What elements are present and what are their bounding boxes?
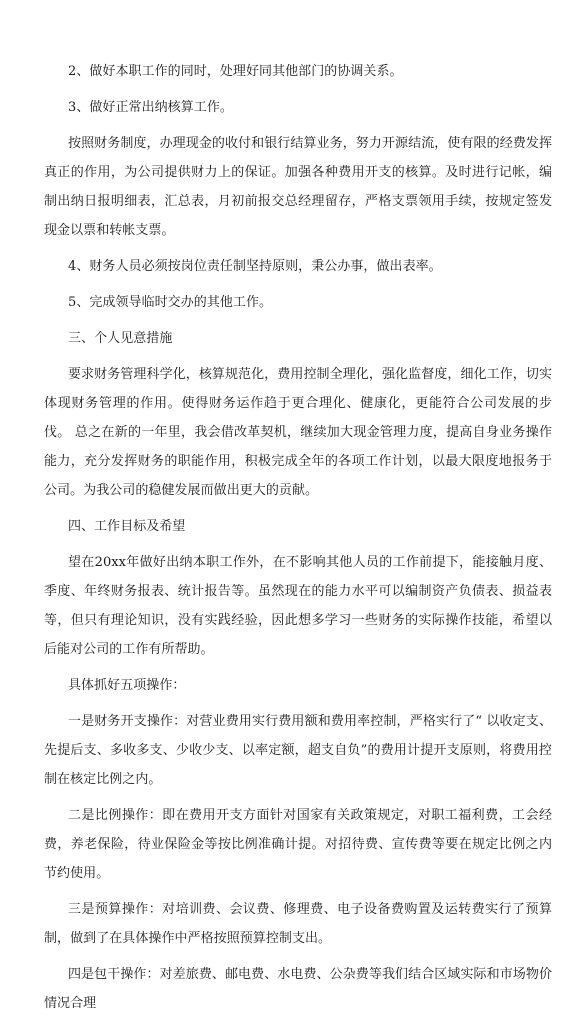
paragraph-item-3: 3、做好正常出纳核算工作。	[68, 100, 233, 115]
paragraph-management: 要求财务管理科学化，核算规范化，费用控制全理化，强化监督度，细化工作，切实体现财务管理的作用。使得财务运作趋于更合理化、健康化，更能符合公司发展的步伐。 总之在新的一年里，我会借改革契机，继续加大现金管理力度，提高自身业务操作能力，充分发挥财务的职能作用，积极完成全年的各项工作计划，以最大限度地报务于公司。为我公司的稳健发展而做出更大的贡献。	[44, 367, 552, 498]
paragraph-cashier-accounting: 按照财务制度，办理现金的收付和银行结算业务，努力开源结流，使有限的经费发挥真正的作用，为公司提供财力上的保证。加强各种费用开支的核算。及时进行记帐，编制出纳日报明细表，汇总表，月初前报交总经理留存，严格支票领用手续，按规定签发现金以票和转帐支票。	[44, 136, 552, 238]
paragraph-item-4: 4、财务人员必须按岗位责任制坚持原则，秉公办事，做出表率。	[68, 259, 442, 274]
paragraph-operation-4: 四是包干操作：对差旅费、邮电费、水电费、公杂费等我们结合区域实际和市场物价情况合理	[44, 967, 552, 1011]
paragraph-goals: 望在20xx年做好出纳本职工作外，在不影响其他人员的工作前提下，能接触月度、季度、年终财务报表、统计报告等。虽然现在的能力水平可以编制资产负债表、损益表等，但只有理论知识，没有实践经验，因此想多学习一些财务的实际操作技能，希望以后能对公司的工作有所帮助。	[44, 555, 552, 657]
paragraph-operation-2: 二是比例操作：即在费用开支方面针对国家有关政策规定，对职工福利费，工会经费，养老保险，待业保险金等按比例准确计提。对招待费、宣传费等要在规定比例之内节约使用。	[44, 808, 552, 881]
paragraph-five-operations: 具体抓好五项操作：	[68, 678, 186, 693]
paragraph-operation-1: 一是财务开支操作：对营业费用实行费用额和费用率控制，严格实行了“ 以收定支、先提后支、多收多支、少收少支、以率定额，超支自负”的费用计提开支原则，将费用控制在核定比例之内。	[44, 714, 552, 787]
section-heading-goals: 四、工作目标及希望	[68, 519, 186, 534]
document-body	[44, 57, 552, 1018]
paragraph-item-2: 2、做好本职工作的同时，处理好同其他部门的协调关系。	[68, 64, 403, 79]
paragraph-item-5: 5、完成领导临时交办的其他工作。	[68, 295, 273, 310]
paragraph-operation-3: 三是预算操作：对培训费、会议费、修理费、电子设备费购置及运转费实行了预算制，做到了在具体操作中严格按照预算控制支出。	[44, 902, 552, 946]
section-heading-measures: 三、个人见意措施	[68, 331, 173, 346]
